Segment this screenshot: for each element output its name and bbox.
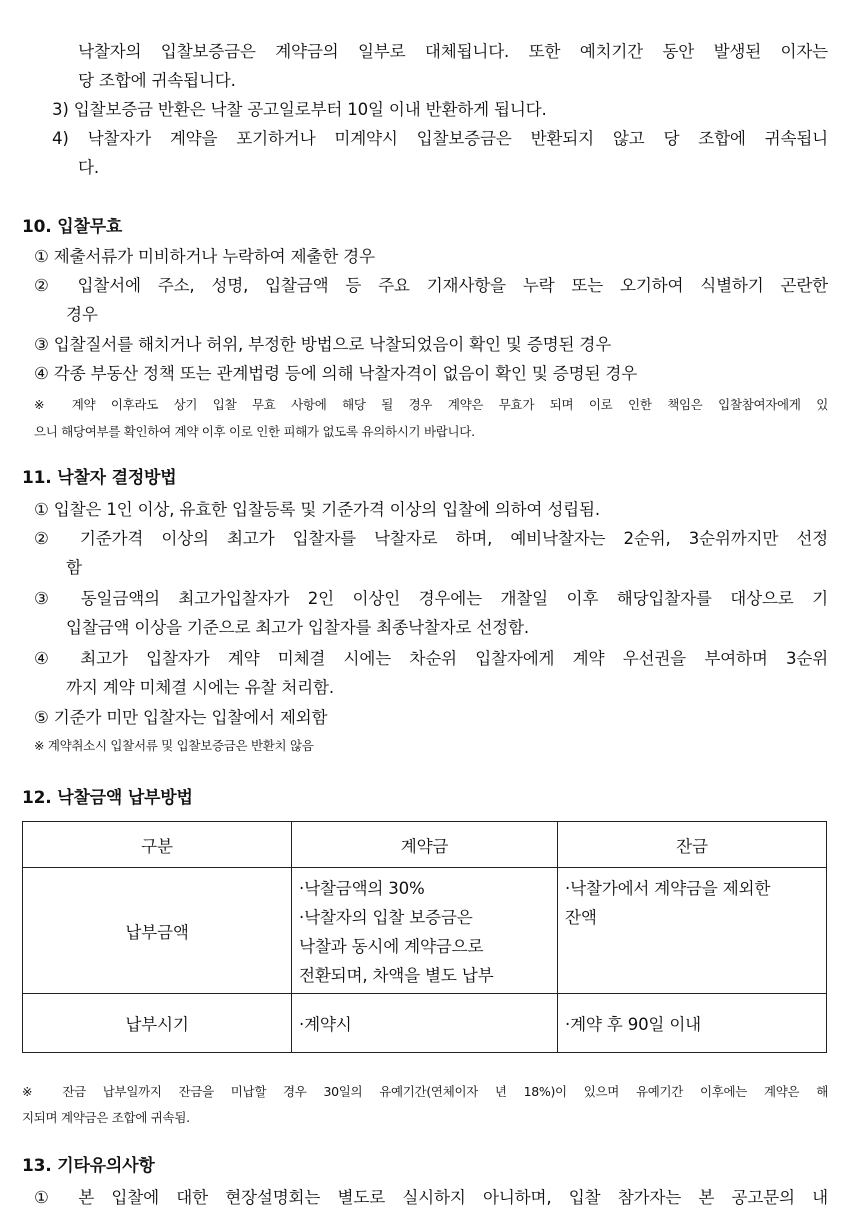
list-item: ④ 각종 부동산 정책 또는 관계법령 등에 의해 낙찰자격이 없음이 확인 및 증명된 경우 (34, 364, 638, 383)
table-cell (292, 868, 558, 994)
list-item: ① 입찰은 1인 이상, 유효한 입찰등록 및 기준가격 이상의 입찰에 의하여 성립됨. (34, 500, 600, 519)
list-item: ② 입찰서에 주소, 성명, 입찰금액 등 주요 기재사항을 누락 또는 오기하여 식별하기 곤란한 (34, 276, 828, 295)
list-item-continuation: 다. (78, 158, 99, 177)
note-text: 으니 해당여부를 확인하여 계약 이후 이로 인한 피해가 없도록 유의하시기 바랍니다. (34, 424, 475, 439)
section-heading: 12. 낙찰금액 납부방법 (22, 788, 193, 808)
table-row (23, 994, 827, 1053)
table-row (23, 868, 827, 994)
table-header-cell: 구분 (23, 822, 292, 868)
list-item-continuation: 입찰금액 이상을 기준으로 최고가 입찰자를 최종낙찰자로 선정함. (66, 618, 529, 637)
section-heading: 13. 기타유의사항 (22, 1156, 155, 1176)
paragraph-line: 낙찰자의 입찰보증금은 계약금의 일부로 대체됩니다. 또한 예치기간 동안 발생된 이자는 (78, 42, 828, 61)
list-item-continuation: 까지 계약 미체결 시에는 유찰 처리함. (66, 678, 334, 697)
cell-line: ·낙찰자의 입찰 보증금은 (299, 908, 473, 927)
paragraph-line: 당 조합에 귀속됩니다. (78, 71, 236, 90)
cell-line: ·낙찰금액의 30% (299, 879, 425, 898)
table-header-cell: 잔금 (558, 822, 827, 868)
section-heading: 10. 입찰무효 (22, 217, 123, 237)
list-item: ④ 최고가 입찰자가 계약 미체결 시에는 차순위 입찰자에게 계약 우선권을 부여하며 3순위 (34, 649, 828, 668)
cell-line: ·낙찰가에서 계약금을 제외한 (565, 879, 771, 898)
table-cell (558, 868, 827, 994)
payment-table (22, 821, 827, 1053)
list-item-continuation: 함 (66, 558, 82, 577)
list-item: 3) 입찰보증금 반환은 낙찰 공고일로부터 10일 이내 반환하게 됩니다. (52, 100, 547, 119)
note-text: 지되며 계약금은 조합에 귀속됨. (22, 1110, 190, 1125)
list-item: ③ 입찰질서를 해치거나 허위, 부정한 방법으로 낙찰되었음이 확인 및 증명된 경우 (34, 335, 612, 354)
note-text: ※ 계약 이후라도 상기 입찰 무효 사항에 해당 될 경우 계약은 무효가 되며 이로 인한 책임은 입찰참여자에게 있 (34, 397, 828, 412)
cell-line: 낙찰과 동시에 계약금으로 (299, 937, 484, 956)
list-item: ① 본 입찰에 대한 현장설명회는 별도로 실시하지 아니하며, 입찰 참가자는 본 공고문의 내 (34, 1188, 828, 1207)
table-row-label: 납부금액 (23, 868, 292, 994)
table-header-row (23, 822, 827, 868)
list-item: 4) 낙찰자가 계약을 포기하거나 미계약시 입찰보증금은 반환되지 않고 당 조합에 귀속됩니 (52, 129, 828, 148)
cell-line: 전환되며, 차액을 별도 납부 (299, 966, 494, 985)
list-item: ① 제출서류가 미비하거나 누락하여 제출한 경우 (34, 247, 375, 266)
note-text: ※ 계약취소시 입찰서류 및 입찰보증금은 반환치 않음 (34, 738, 314, 753)
table-header-cell: 계약금 (292, 822, 558, 868)
note-text: ※ 잔금 납부일까지 잔금을 미납할 경우 30일의 유예기간(연체이자 년 18%)이 있으며 유예기간 이후에는 계약은 해 (22, 1084, 828, 1099)
cell-line: 잔액 (565, 908, 597, 927)
list-item: ② 기준가격 이상의 최고가 입찰자를 낙찰자로 하며, 예비낙찰자는 2순위, 3순위까지만 선정 (34, 529, 828, 548)
list-item-continuation: 경우 (66, 305, 98, 324)
list-item: ⑤ 기준가 미만 입찰자는 입찰에서 제외함 (34, 708, 328, 727)
table-cell: ·계약 후 90일 이내 (558, 994, 827, 1053)
table-row-label: 납부시기 (23, 994, 292, 1053)
section-heading: 11. 낙찰자 결정방법 (22, 468, 177, 488)
list-item: ③ 동일금액의 최고가입찰자가 2인 이상인 경우에는 개찰일 이후 해당입찰자를 대상으로 기 (34, 589, 828, 608)
table-cell: ·계약시 (292, 994, 558, 1053)
